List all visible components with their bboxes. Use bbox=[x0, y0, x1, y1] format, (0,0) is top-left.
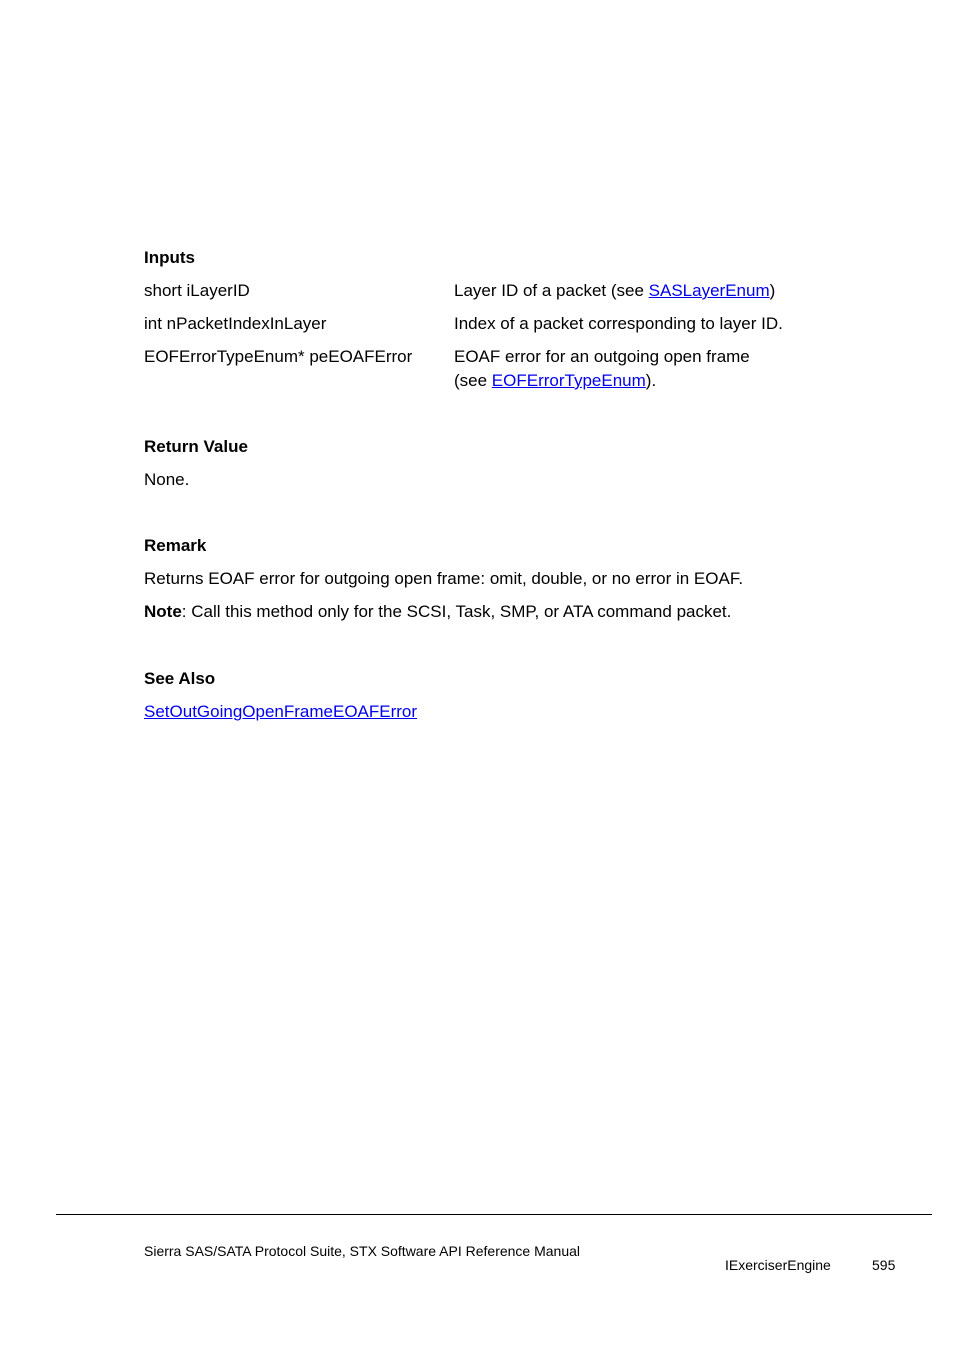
param-desc-ilayerid bbox=[454, 281, 775, 301]
param-desc-peeoaferror-line1: EOAF error for an outgoing open frame bbox=[454, 347, 750, 366]
param-name-ilayerid: short iLayerID bbox=[144, 281, 250, 300]
see-also-heading: See Also bbox=[144, 669, 216, 688]
remark-text: Returns EOAF error for outgoing open frame: omit, double, or no error in EOAF. bbox=[144, 569, 744, 588]
remark-heading: Remark bbox=[144, 536, 207, 555]
inputs-heading: Inputs bbox=[144, 248, 195, 267]
return-value-heading: Return Value bbox=[144, 437, 248, 456]
param-desc-text: ) bbox=[769, 281, 776, 300]
eoferrortypeenum-link[interactable]: EOFErrorTypeEnum bbox=[491, 371, 646, 390]
footer-page-number: 595 bbox=[872, 1257, 896, 1273]
footer-divider bbox=[56, 1214, 932, 1215]
param-desc-text: (see bbox=[454, 371, 492, 390]
see-also-item bbox=[144, 702, 417, 722]
setoutgoingopenframeeoaferror-link[interactable]: SetOutGoingOpenFrameEOAFError bbox=[144, 702, 418, 721]
remark-note bbox=[144, 602, 731, 622]
saslayerenum-link[interactable]: SASLayerEnum bbox=[648, 281, 770, 300]
param-name-npacketindexinlayer: int nPacketIndexInLayer bbox=[144, 314, 327, 333]
param-name-peeoaferror: EOFErrorTypeEnum* peEOAFError bbox=[144, 347, 413, 366]
note-label: Note bbox=[144, 602, 182, 621]
note-text: : Call this method only for the SCSI, Task, SMP, or ATA command packet. bbox=[181, 602, 732, 621]
footer-section: IExerciserEngine bbox=[725, 1257, 831, 1273]
return-value-text: None. bbox=[144, 470, 190, 489]
param-desc-text: ). bbox=[645, 371, 657, 390]
param-desc-npacketindexinlayer: Index of a packet corresponding to layer ID. bbox=[454, 314, 783, 333]
footer-manual-title: Sierra SAS/SATA Protocol Suite, STX Software API Reference Manual bbox=[144, 1243, 581, 1259]
param-desc-peeoaferror-line2 bbox=[454, 371, 656, 391]
param-desc-text: Layer ID of a packet (see bbox=[454, 281, 649, 300]
